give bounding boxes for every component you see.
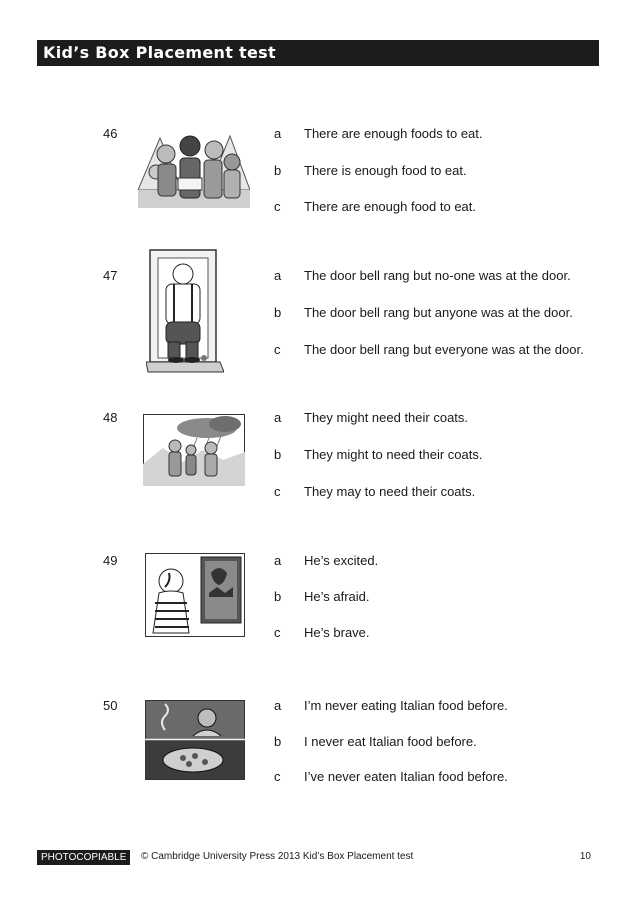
option-text: I never eat Italian food before. xyxy=(304,734,477,749)
option-letter: b xyxy=(274,734,282,749)
question-number: 46 xyxy=(103,126,118,141)
option-text: They might to need their coats. xyxy=(304,447,483,462)
option-letter: b xyxy=(274,305,282,320)
question-46 xyxy=(0,126,638,246)
copyright-text: © Cambridge University Press 2013 Kid’s Box Placement test xyxy=(141,851,414,862)
photocopiable-badge: PHOTOCOPIABLE xyxy=(37,850,130,865)
question-number: 48 xyxy=(103,410,118,425)
option-a[interactable] xyxy=(0,698,638,718)
page-number: 10 xyxy=(579,851,591,862)
option-c[interactable] xyxy=(0,625,638,645)
question-48 xyxy=(0,410,638,530)
option-a[interactable] xyxy=(0,410,638,430)
footer xyxy=(37,850,599,866)
option-letter: c xyxy=(274,625,281,640)
option-a[interactable] xyxy=(0,268,638,288)
page-title: Kid’s Box Placement test xyxy=(43,43,276,62)
option-text: There is enough food to eat. xyxy=(304,163,467,178)
option-text: There are enough food to eat. xyxy=(304,199,477,214)
option-letter: a xyxy=(274,410,282,425)
question-47 xyxy=(0,268,638,388)
option-b[interactable] xyxy=(0,447,638,467)
option-letter: c xyxy=(274,769,281,784)
option-letter: c xyxy=(274,342,281,357)
option-b[interactable] xyxy=(0,305,638,325)
option-letter: c xyxy=(274,199,281,214)
option-text: He’s afraid. xyxy=(304,589,370,604)
option-text: I’m never eating Italian food before. xyxy=(304,698,508,713)
option-a[interactable] xyxy=(0,553,638,573)
option-text: There are enough foods to eat. xyxy=(304,126,483,141)
option-letter: a xyxy=(274,268,282,283)
option-letter: b xyxy=(274,589,282,604)
option-c[interactable] xyxy=(0,484,638,504)
question-number: 47 xyxy=(103,268,118,283)
option-letter: a xyxy=(274,126,282,141)
option-letter: a xyxy=(274,698,282,713)
option-a[interactable] xyxy=(0,126,638,146)
option-letter: c xyxy=(274,484,281,499)
option-c[interactable] xyxy=(0,199,638,219)
option-c[interactable] xyxy=(0,342,638,362)
option-letter: a xyxy=(274,553,282,568)
option-text: I’ve never eaten Italian food before. xyxy=(304,769,508,784)
option-c[interactable] xyxy=(0,769,638,789)
option-text: They may to need their coats. xyxy=(304,484,476,499)
option-text: The door bell rang but anyone was at the door. xyxy=(304,305,573,320)
question-50 xyxy=(0,698,638,818)
option-letter: b xyxy=(274,163,282,178)
question-number: 50 xyxy=(103,698,118,713)
option-b[interactable] xyxy=(0,734,638,754)
option-text: The door bell rang but no-one was at the door. xyxy=(304,268,571,283)
option-text: They might need their coats. xyxy=(304,410,469,425)
option-text: The door bell rang but everyone was at the door. xyxy=(304,342,584,357)
option-text: He’s brave. xyxy=(304,625,370,640)
option-b[interactable] xyxy=(0,589,638,609)
option-letter: b xyxy=(274,447,282,462)
option-text: He’s excited. xyxy=(304,553,379,568)
header-bar xyxy=(37,40,599,66)
option-b[interactable] xyxy=(0,163,638,183)
question-49 xyxy=(0,553,638,673)
question-number: 49 xyxy=(103,553,118,568)
